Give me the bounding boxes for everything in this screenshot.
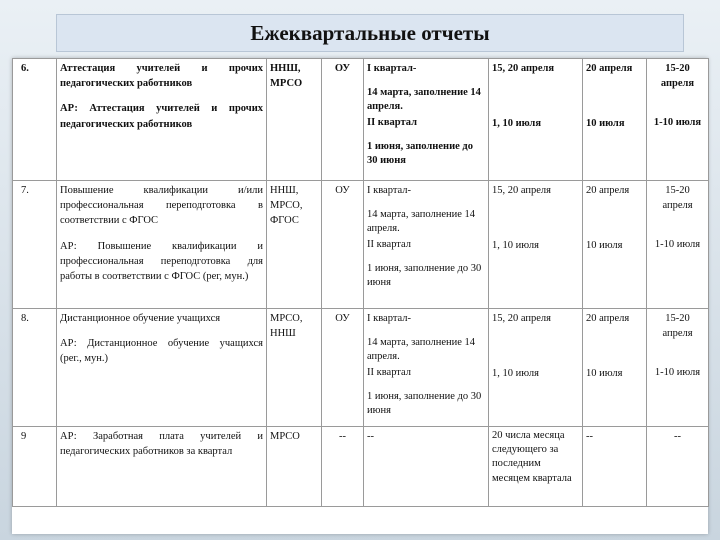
deadline-3b: 1-10 июля xyxy=(654,367,701,379)
event-sub-text: АР: Аттестация учителей и прочих педагогических работников xyxy=(60,103,263,130)
event-main-text: Повышение квалификации и/или профессиональная переподготовка в соответствии с ФГОС xyxy=(60,185,263,227)
event-cell xyxy=(57,59,267,181)
period-cell xyxy=(364,309,489,427)
deadline-1b: 1, 10 июля xyxy=(492,240,539,252)
event-main-text: АР: Заработная плата учителей и педагогических работников за квартал xyxy=(60,431,263,458)
deadline-2-cell xyxy=(583,59,647,181)
period-1-note: 14 марта, заполнение 14 апреля. xyxy=(367,337,476,363)
event-cell xyxy=(57,427,267,507)
deadline-2a: 20 апреля xyxy=(586,313,630,324)
period-2: II квартал xyxy=(367,116,417,128)
period-cell xyxy=(364,427,489,507)
deadline-3b: 1-10 июля xyxy=(653,117,702,129)
period-1: I квартал- xyxy=(367,185,412,196)
deadline-3a: 15-20 апреля xyxy=(662,185,693,212)
quarterly-reports-table xyxy=(12,58,709,507)
deadline-3a: 15-20 апреля xyxy=(660,63,695,90)
deadline-1b: 1, 10 июля xyxy=(492,368,539,380)
table-row xyxy=(13,309,709,427)
period-2: II квартал xyxy=(367,238,412,250)
period-2-note: 1 июня, заполнение до 30 июня xyxy=(367,140,473,166)
event-main-text: Дистанционное обучение учащихся xyxy=(60,313,221,324)
deadline-1-cell xyxy=(489,309,583,427)
event-main-text: Аттестация учителей и прочих педагогических работников xyxy=(60,63,263,90)
period-2-note: 1 июня, заполнение до 30 июня xyxy=(367,262,482,288)
deadline-2a: 20 апреля xyxy=(586,63,633,74)
deadline-2-cell xyxy=(583,309,647,427)
row-number: 7. xyxy=(13,181,57,309)
deadline-2a: 20 апреля xyxy=(586,185,630,196)
deadline-1a: 20 числа месяца следующего за последним месяцем квартала xyxy=(492,430,572,484)
deadline-1a: 15, 20 апреля xyxy=(492,185,551,196)
org-cell: ННШ, МРСО, ФГОС xyxy=(267,181,322,309)
responsible-cell: -- xyxy=(322,427,364,507)
table-row xyxy=(13,59,709,181)
deadline-2-cell xyxy=(583,181,647,309)
event-cell xyxy=(57,309,267,427)
responsible-cell: ОУ xyxy=(322,309,364,427)
row-number: 8. xyxy=(13,309,57,427)
period-1-note: 14 марта, заполнение 14 апреля. xyxy=(367,87,481,113)
responsible-cell: ОУ xyxy=(322,59,364,181)
deadline-2b: 10 июля xyxy=(586,118,625,130)
report-table-sheet xyxy=(12,58,708,534)
deadline-2a: -- xyxy=(586,431,593,442)
org-cell: МРСО, ННШ xyxy=(267,309,322,427)
deadline-1-cell xyxy=(489,59,583,181)
deadline-2b: 10 июля xyxy=(586,240,623,252)
deadline-1a: 15, 20 апреля xyxy=(492,63,555,74)
event-sub-text: АР: Дистанционное обучение учащихся (рег., мун.) xyxy=(60,338,263,365)
deadline-1b: 1, 10 июля xyxy=(492,118,542,130)
event-cell xyxy=(57,181,267,309)
deadline-3-cell xyxy=(647,59,709,181)
deadline-3-cell xyxy=(647,309,709,427)
table-row xyxy=(13,427,709,507)
org-cell: ННШ, МРСО xyxy=(267,59,322,181)
event-sub-text: АР: Повышение квалификации и профессиональная переподготовка для работы в соответствии с ФГОС (рег, мун.) xyxy=(60,240,263,283)
deadline-2b: 10 июля xyxy=(586,368,623,380)
responsible-cell: ОУ xyxy=(322,181,364,309)
row-number: 6. xyxy=(13,59,57,181)
deadline-3b: 1-10 июля xyxy=(654,239,701,251)
deadline-3a: 15-20 апреля xyxy=(662,313,693,340)
period-1: I квартал- xyxy=(367,63,417,74)
period-1: I квартал- xyxy=(367,313,412,324)
page-title: Ежеквартальные отчеты xyxy=(56,14,684,52)
org-cell: МРСО xyxy=(267,427,322,507)
period-cell xyxy=(364,59,489,181)
table-row xyxy=(13,181,709,309)
deadline-3a: -- xyxy=(674,431,681,442)
row-number: 9 xyxy=(13,427,57,507)
period-1-note: 14 марта, заполнение 14 апреля. xyxy=(367,209,476,235)
period-2: II квартал xyxy=(367,366,412,378)
deadline-2-cell xyxy=(583,427,647,507)
period-cell xyxy=(364,181,489,309)
period-1: -- xyxy=(367,431,374,442)
deadline-3-cell xyxy=(647,427,709,507)
deadline-3-cell xyxy=(647,181,709,309)
deadline-1-cell xyxy=(489,427,583,507)
period-2-note: 1 июня, заполнение до 30 июня xyxy=(367,390,482,416)
deadline-1-cell xyxy=(489,181,583,309)
deadline-1a: 15, 20 апреля xyxy=(492,313,551,324)
